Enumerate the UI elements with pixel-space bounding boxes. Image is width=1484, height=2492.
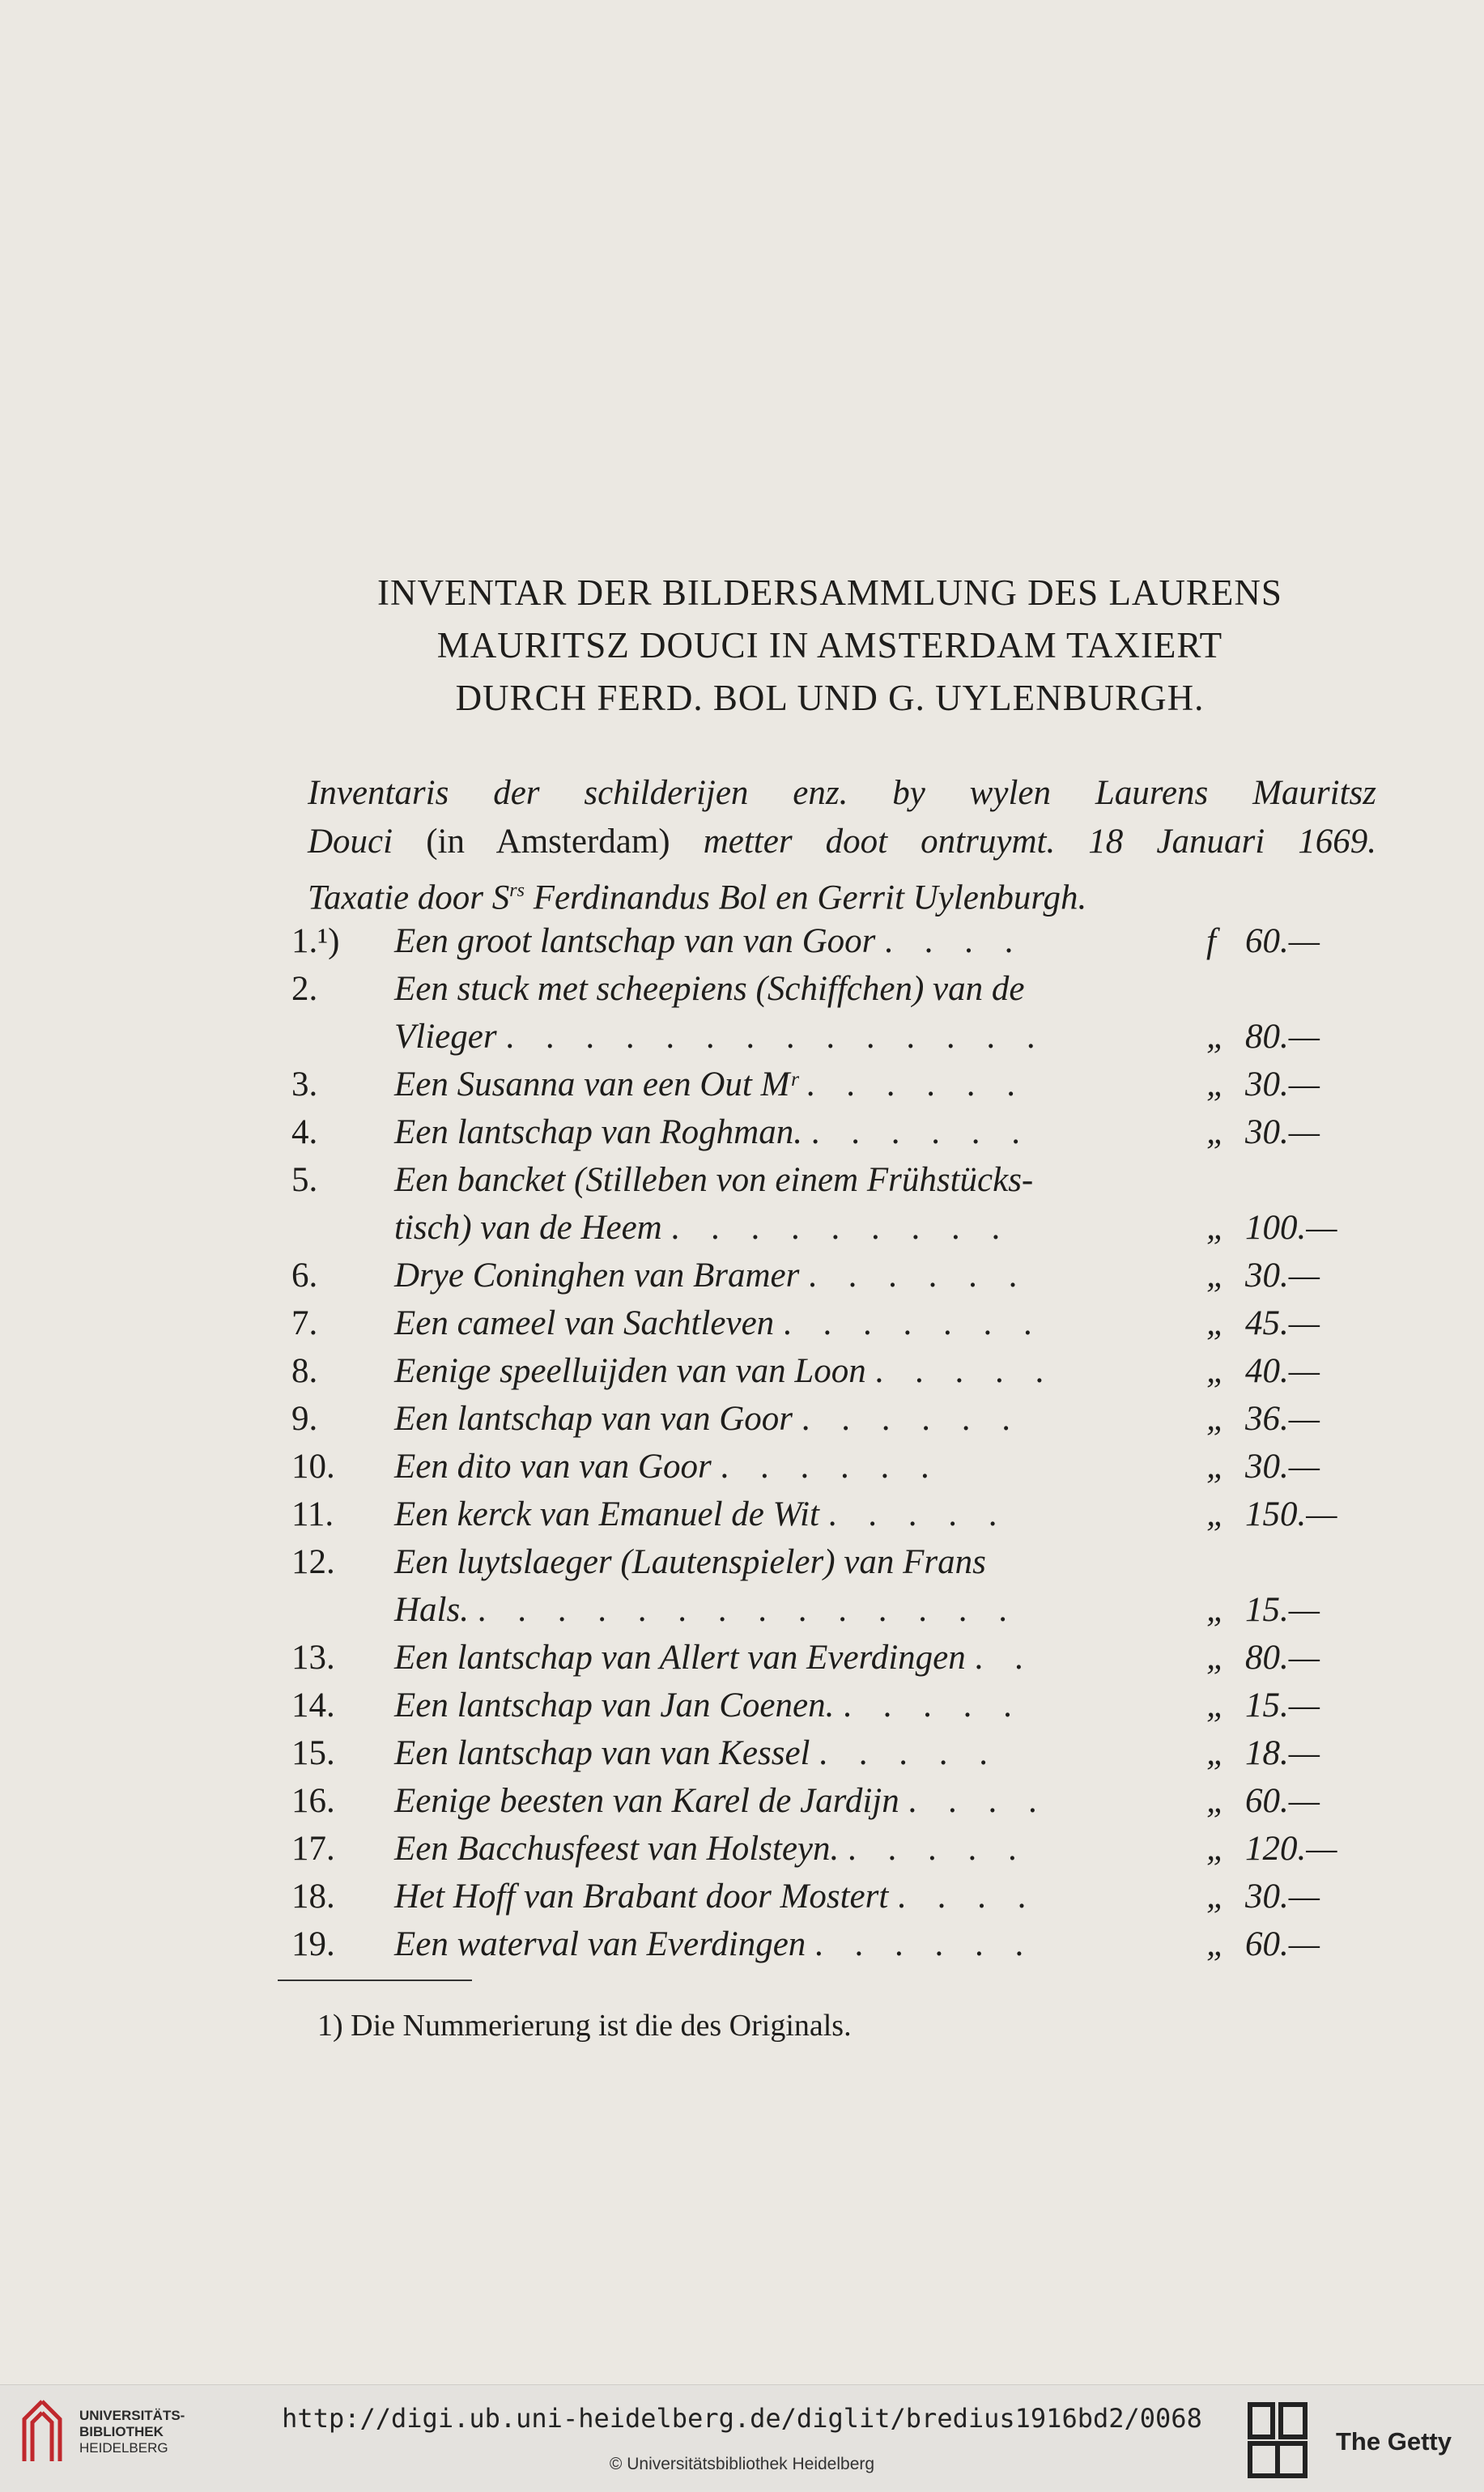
entry-number: 17. [291, 1830, 335, 1868]
entry-amount: 80.— [1245, 1018, 1320, 1056]
entry-title: Hals. [394, 1591, 469, 1629]
entry-leader-dots: . . . . . . . . . . . . . . [505, 1018, 1047, 1056]
entry-leader-dots: . . . . . . [814, 1925, 1035, 1963]
inventory-entry [291, 1495, 1376, 1542]
entry-title: tisch) van de Heem [394, 1209, 662, 1247]
inventory-entry [291, 1590, 1376, 1638]
entry-currency: „ [1206, 1448, 1226, 1486]
intro-name: Douci [308, 823, 393, 861]
entry-title: Een dito van van Goor [394, 1448, 712, 1486]
entry-title: Een lantschap van Jan Coenen. [394, 1686, 835, 1724]
entry-title: Eenige speelluijden van van Loon [394, 1352, 866, 1390]
entry-amount: 40.— [1245, 1352, 1320, 1390]
entry-leader-dots: . . . . . . [808, 1257, 1029, 1295]
entry-amount: 100.— [1245, 1209, 1337, 1247]
inventory-entry [291, 1303, 1376, 1351]
intro-taxatie: Taxatie door S [308, 878, 510, 917]
entry-leader-dots: . . . . . [819, 1734, 1000, 1772]
entry-title: Een bancket (Stilleben von einem Frühstücks- [394, 1161, 1034, 1199]
entry-leader-dots: . . . . . [848, 1830, 1028, 1868]
entry-title: Eenige beesten van Karel de Jardijn [394, 1782, 899, 1820]
entry-leader-dots: . . . . . . . [782, 1304, 1044, 1342]
entry-number: 6. [291, 1257, 318, 1295]
entry-title: Een groot lantschap van van Goor [394, 922, 876, 960]
entry-currency: „ [1206, 1018, 1226, 1056]
inventory-entry [291, 1160, 1376, 1208]
entry-title: Vlieger [394, 1018, 497, 1056]
entry-number: 11. [291, 1495, 334, 1533]
entry-number: 16. [291, 1782, 335, 1820]
footer-bar [0, 2384, 1484, 2492]
intro-date: metter doot ontruymt. 18 Januari 1669. [703, 823, 1376, 861]
intro-line [308, 866, 1376, 922]
getty-logo-icon [1247, 2400, 1312, 2481]
entry-currency: „ [1206, 1209, 1226, 1247]
inventory-entry [291, 1256, 1376, 1303]
inventory-entry [291, 1638, 1376, 1686]
library-name-line: BIBLIOTHEK [79, 2424, 164, 2439]
entry-number: 12. [291, 1543, 335, 1581]
inventory-entry [291, 1733, 1376, 1781]
title-line: DURCH FERD. BOL UND G. UYLENBURGH. [455, 678, 1205, 718]
getty-label: The Getty [1336, 2427, 1452, 2456]
entry-leader-dots: . . . . . . . . . . . . . . [477, 1591, 1018, 1629]
entry-currency: „ [1206, 1304, 1226, 1342]
inventory-entry [291, 1017, 1376, 1065]
entry-title: Een lantschap van Allert van Everdingen [394, 1639, 966, 1677]
copyright-notice: © Universitätsbibliothek Heidelberg [609, 2455, 875, 2473]
entry-amount: 15.— [1245, 1591, 1320, 1629]
entry-title: Een lantschap van van Goor [394, 1400, 793, 1438]
entry-number: 5. [291, 1161, 318, 1199]
entry-title: Een waterval van Everdingen [394, 1925, 806, 1963]
inventory-entry [291, 1399, 1376, 1447]
entry-number: 18. [291, 1878, 335, 1916]
entry-title: Een Susanna van een Out Mʳ [394, 1065, 797, 1104]
entry-title: Een lantschap van Roghman. [394, 1113, 802, 1151]
permalink-url[interactable]: http://digi.ub.uni-heidelberg.de/diglit/bredius1916bd2/0068 [282, 2403, 1202, 2434]
entry-leader-dots: . . . . . [827, 1495, 1009, 1533]
entry-leader-dots: . . . . [908, 1782, 1048, 1820]
library-name-line: HEIDELBERG [79, 2440, 168, 2456]
inventory-entry [291, 1112, 1376, 1160]
entry-leader-dots: . . . . . . [720, 1448, 941, 1486]
entry-amount: 30.— [1245, 1065, 1320, 1104]
entry-leader-dots: . . . . . [874, 1352, 1056, 1390]
entry-amount: 60.— [1245, 1925, 1320, 1963]
entry-number: 19. [291, 1925, 335, 1963]
intro-paragraph [308, 769, 1376, 922]
entry-number: 9. [291, 1400, 318, 1438]
footnote: 1) Die Nummerierung ist die des Originals. [317, 2009, 852, 2043]
entry-title: Een cameel van Sachtleven [394, 1304, 775, 1342]
entry-title: Een lantschap van van Kessel [394, 1734, 810, 1772]
entry-title: Het Hoff van Brabant door Mostert [394, 1878, 889, 1916]
entry-amount: 30.— [1245, 1113, 1320, 1151]
entry-currency: „ [1206, 1639, 1226, 1677]
entry-leader-dots: . . . . [884, 922, 1025, 960]
library-name-line: UNIVERSITÄTS- [79, 2408, 185, 2423]
entry-number: 15. [291, 1734, 335, 1772]
entry-leader-dots: . . . . . . [806, 1065, 1027, 1104]
entry-currency: „ [1206, 1591, 1226, 1629]
entry-number: 8. [291, 1352, 318, 1390]
intro-names: Ferdinandus Bol en Gerrit Uylenburgh. [533, 878, 1087, 917]
entry-number: 4. [291, 1113, 318, 1151]
entry-currency: „ [1206, 1925, 1226, 1963]
entry-currency: „ [1206, 1686, 1226, 1724]
entry-currency: „ [1206, 1830, 1226, 1868]
entry-amount: 80.— [1245, 1639, 1320, 1677]
entry-currency: „ [1206, 1257, 1226, 1295]
inventory-entry [291, 1542, 1376, 1590]
entry-currency: „ [1206, 1734, 1226, 1772]
entry-currency: „ [1206, 1352, 1226, 1390]
entry-number: 10. [291, 1448, 335, 1486]
intro-superscript: rs [509, 880, 525, 901]
inventory-entry [291, 1351, 1376, 1399]
inventory-entry [291, 1208, 1376, 1256]
title-line: INVENTAR DER BILDERSAMMLUNG DES LAURENS [377, 572, 1282, 613]
inventory-entry [291, 1686, 1376, 1733]
entry-leader-dots: . . [974, 1639, 1035, 1677]
inventory-entry [291, 1447, 1376, 1495]
entry-currency: „ [1206, 1113, 1226, 1151]
entry-currency: „ [1206, 1400, 1226, 1438]
intro-line [308, 818, 1376, 866]
entry-currency: „ [1206, 1065, 1226, 1104]
entry-amount: 60.— [1245, 1782, 1320, 1820]
entry-leader-dots: . . . . . . [801, 1400, 1023, 1438]
entry-title: Een Bacchusfeest van Holsteyn. [394, 1830, 840, 1868]
intro-place: (in Amsterdam) [426, 823, 670, 861]
entry-number: 14. [291, 1686, 335, 1724]
entry-leader-dots: . . . . [897, 1878, 1038, 1916]
entry-amount: 30.— [1245, 1448, 1320, 1486]
entry-amount: 30.— [1245, 1878, 1320, 1916]
entry-title: Een luytslaeger (Lautenspieler) van Frans [394, 1543, 986, 1581]
footnote-rule [278, 1980, 472, 1981]
entry-currency: „ [1206, 1878, 1226, 1916]
inventory-entry [291, 1781, 1376, 1829]
entry-amount: 30.— [1245, 1257, 1320, 1295]
entry-number: 13. [291, 1639, 335, 1677]
entry-leader-dots: . . . . . [843, 1686, 1023, 1724]
title-line: MAURITSZ DOUCI IN AMSTERDAM TAXIERT [436, 625, 1223, 666]
entry-currency: „ [1206, 1495, 1226, 1533]
entry-number: 7. [291, 1304, 318, 1342]
entry-amount: 120.— [1245, 1830, 1337, 1868]
entry-number: 1.¹) [291, 922, 340, 960]
entry-leader-dots: . . . . . . . . . [670, 1209, 1012, 1247]
entry-amount: 15.— [1245, 1686, 1320, 1724]
entry-amount: 45.— [1245, 1304, 1320, 1342]
entry-number: 2. [291, 970, 318, 1008]
entry-title: Drye Coninghen van Bramer [394, 1257, 800, 1295]
entry-title: Een stuck met scheepiens (Schiffchen) van de [394, 970, 1025, 1008]
intro-line: Inventaris der schilderijen enz. by wylen Laurens Mauritsz [308, 774, 1376, 812]
entry-number: 3. [291, 1065, 318, 1104]
inventory-entry [291, 1829, 1376, 1877]
inventory-list [291, 921, 1376, 1972]
entry-amount: 36.— [1245, 1400, 1320, 1438]
inventory-entry [291, 1924, 1376, 1972]
entry-currency: „ [1206, 1782, 1226, 1820]
inventory-entry [291, 1877, 1376, 1924]
entry-amount: 150.— [1245, 1495, 1337, 1533]
entry-amount: 18.— [1245, 1734, 1320, 1772]
inventory-entry [291, 1065, 1376, 1112]
entry-title: Een kerck van Emanuel de Wit [394, 1495, 819, 1533]
entry-leader-dots: . . . . . . [810, 1113, 1031, 1151]
inventory-entry [291, 969, 1376, 1017]
document-title [291, 567, 1368, 725]
entry-amount: 60.— [1245, 922, 1320, 960]
inventory-entry [291, 921, 1376, 969]
entry-currency: f [1206, 922, 1216, 960]
